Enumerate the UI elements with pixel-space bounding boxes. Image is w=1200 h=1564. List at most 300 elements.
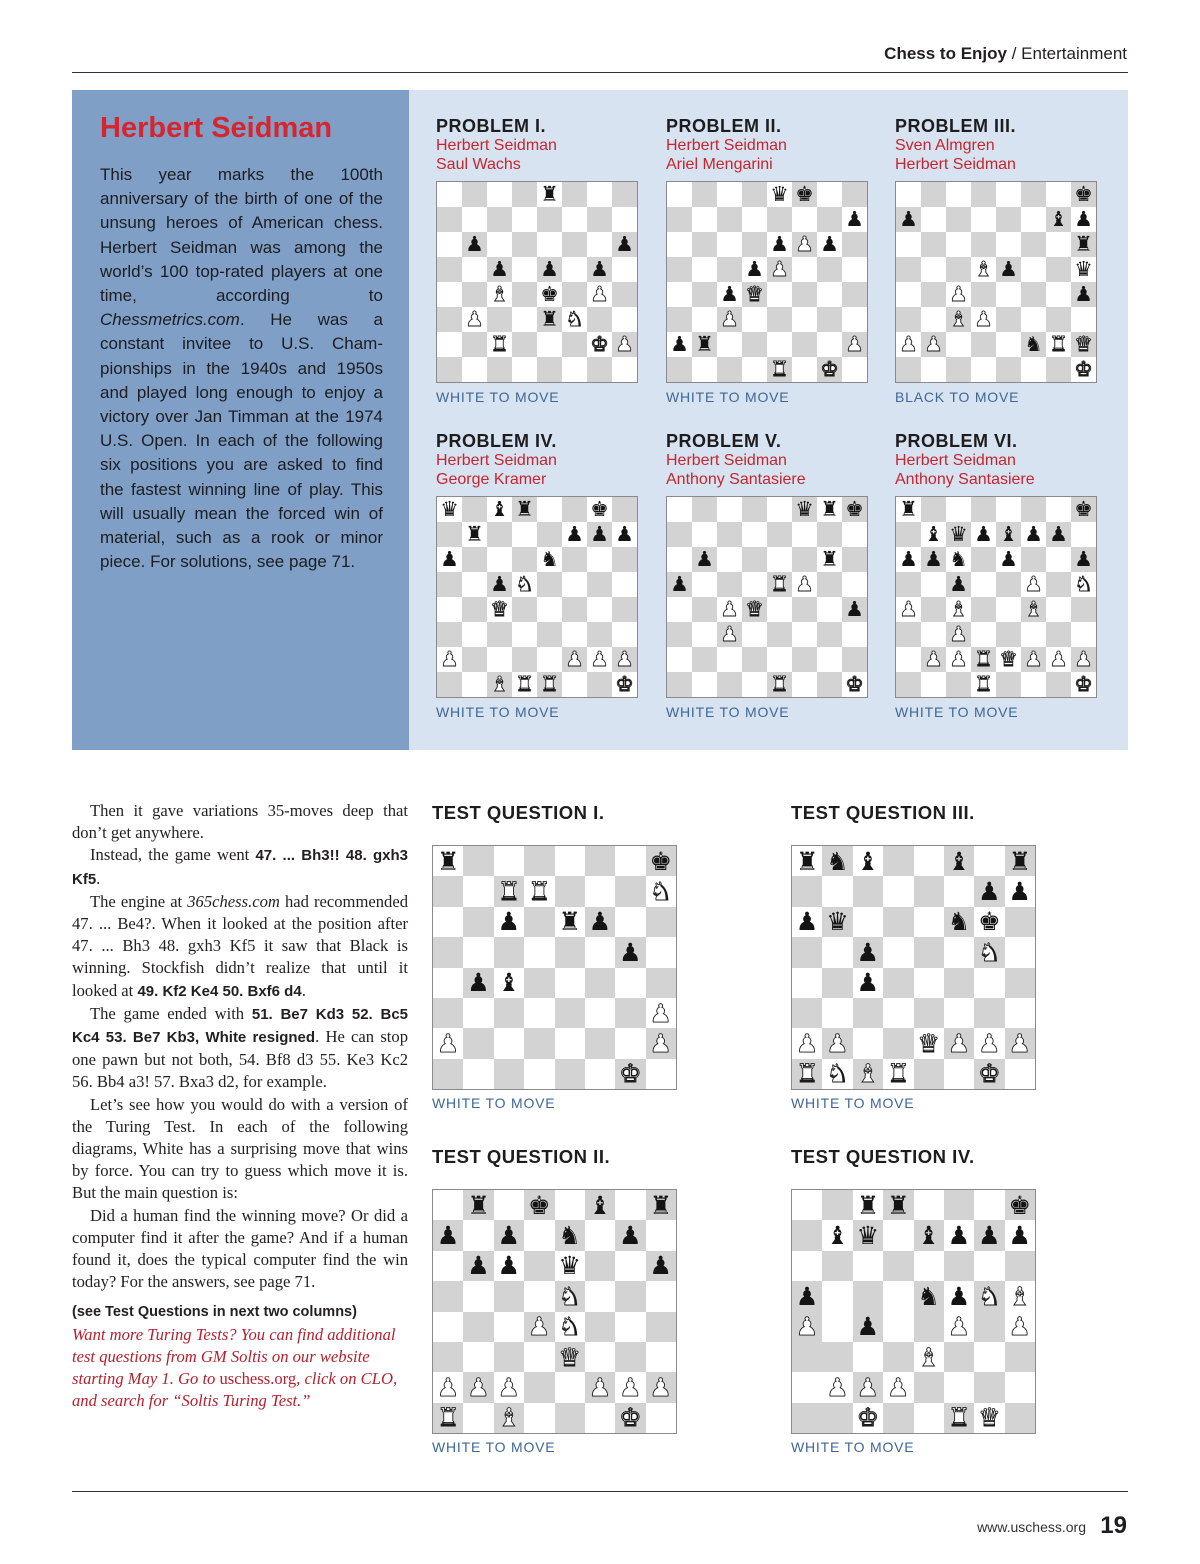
page-header [884, 44, 1127, 64]
board-square [792, 968, 822, 998]
problem-4 [436, 431, 638, 720]
board-square [767, 207, 792, 232]
board-square [896, 547, 921, 572]
board-square [462, 622, 487, 647]
board-square [1071, 497, 1096, 522]
board-square [792, 207, 817, 232]
board-square [512, 572, 537, 597]
board-square [883, 968, 913, 998]
board-square [1005, 1281, 1035, 1311]
board-square [817, 232, 842, 257]
board-square [667, 257, 692, 282]
board-square [996, 182, 1021, 207]
white-knight-icon: ♞ [1074, 572, 1093, 597]
promo-text [72, 1324, 408, 1413]
board-square [792, 846, 822, 876]
board-square [717, 522, 742, 547]
board-square [1046, 232, 1071, 257]
board-square [646, 876, 676, 906]
board-square [921, 257, 946, 282]
board-square [792, 998, 822, 1028]
board-square [817, 257, 842, 282]
problem-3 [895, 116, 1097, 405]
board-square [971, 572, 996, 597]
board-square [792, 257, 817, 282]
board-square [494, 907, 524, 937]
black-pawn-icon: ♟ [540, 257, 559, 282]
black-pawn-icon: ♟ [899, 207, 918, 232]
board-square [974, 1403, 1004, 1433]
board-square [792, 1059, 822, 1089]
board-square [562, 647, 587, 672]
board-square [524, 1220, 554, 1250]
problem-title: PROBLEM VI. [895, 431, 1018, 451]
board-square [896, 622, 921, 647]
board-square [585, 846, 615, 876]
white-bishop-icon: ♝ [490, 282, 509, 307]
test-questions-note: (see Test Questions in next two columns) [72, 1304, 357, 1321]
white-pawn-icon: ♟ [1024, 572, 1043, 597]
board-square [537, 182, 562, 207]
board-square [792, 672, 817, 697]
board-square [537, 522, 562, 547]
black-pawn-icon: ♟ [856, 968, 880, 998]
board-square [524, 968, 554, 998]
board-square [883, 1028, 913, 1058]
white-pawn-icon: ♟ [615, 647, 634, 672]
board-square [1021, 307, 1046, 332]
board-square [842, 182, 867, 207]
board-square [946, 647, 971, 672]
board-square [971, 207, 996, 232]
white-rook-icon: ♜ [540, 672, 559, 697]
white-king-icon: ♚ [1074, 672, 1093, 697]
board-square [996, 647, 1021, 672]
board-square [562, 207, 587, 232]
board-square [537, 232, 562, 257]
board-square [792, 1281, 822, 1311]
board-square [974, 968, 1004, 998]
board-square [512, 622, 537, 647]
white-rook-icon: ♜ [490, 332, 509, 357]
board-square [646, 1190, 676, 1220]
white-knight-icon: ♞ [978, 937, 1001, 967]
promo-link[interactable]: uschess.org [219, 1369, 297, 1389]
board-square [853, 1403, 883, 1433]
board-square [562, 182, 587, 207]
board-square [587, 307, 612, 332]
board-square [487, 282, 512, 307]
text: The engine at [90, 891, 188, 911]
side-to-move: WHITE TO MOVE [436, 704, 560, 720]
board-square [792, 1403, 822, 1433]
board-square [562, 332, 587, 357]
board-square [524, 937, 554, 967]
board-square [1005, 1251, 1035, 1281]
board-square [1005, 846, 1035, 876]
test-question-1 [432, 803, 677, 1111]
board-square [822, 1220, 852, 1250]
chess-board [666, 181, 868, 383]
white-queen-icon: ♛ [745, 597, 764, 622]
board-square [842, 522, 867, 547]
black-pawn-icon: ♟ [497, 907, 521, 937]
board-square [842, 207, 867, 232]
board-square [717, 282, 742, 307]
board-square [494, 1220, 524, 1250]
board-square [692, 547, 717, 572]
board-square [914, 1028, 944, 1058]
board-square [555, 1059, 585, 1089]
board-square [792, 572, 817, 597]
board-square [853, 968, 883, 998]
board-square [463, 1028, 493, 1058]
board-square [512, 257, 537, 282]
board-square [692, 622, 717, 647]
black-pawn-icon: ♟ [490, 257, 509, 282]
board-square [822, 1403, 852, 1433]
board-square [612, 182, 637, 207]
board-square [462, 357, 487, 382]
board-square [914, 1342, 944, 1372]
test-title: TEST QUESTION I. [432, 802, 605, 823]
white-pawn-icon: ♟ [1008, 1312, 1032, 1342]
board-square [692, 332, 717, 357]
white-knight-icon: ♞ [565, 307, 584, 332]
board-square [667, 497, 692, 522]
board-square [494, 1372, 524, 1402]
board-square [921, 622, 946, 647]
board-square [742, 522, 767, 547]
board-square [463, 968, 493, 998]
white-pawn-icon: ♟ [949, 622, 968, 647]
board-square [944, 937, 974, 967]
board-square [524, 1028, 554, 1058]
board-square [896, 357, 921, 382]
board-square [1046, 497, 1071, 522]
board-square [996, 282, 1021, 307]
board-square [822, 907, 852, 937]
board-square [524, 876, 554, 906]
board-square [462, 207, 487, 232]
board-square [883, 1190, 913, 1220]
board-square [974, 1251, 1004, 1281]
black-rook-icon: ♜ [436, 846, 460, 876]
board-square [612, 597, 637, 622]
white-pawn-icon: ♟ [720, 597, 739, 622]
black-king-icon: ♚ [649, 846, 673, 876]
board-square [742, 207, 767, 232]
board-square [767, 497, 792, 522]
white-queen-icon: ♛ [558, 1342, 581, 1372]
board-square [585, 1059, 615, 1089]
side-to-move: WHITE TO MOVE [436, 389, 560, 405]
header-section: Chess to Enjoy [884, 44, 1007, 63]
board-square [717, 307, 742, 332]
board-square [437, 282, 462, 307]
board-square [883, 1281, 913, 1311]
board-square [612, 232, 637, 257]
board-square [555, 1342, 585, 1372]
white-knight-icon: ♞ [558, 1312, 581, 1342]
board-square [555, 1312, 585, 1342]
board-square [692, 497, 717, 522]
board-square [587, 597, 612, 622]
board-square [585, 1403, 615, 1433]
board-square [842, 672, 867, 697]
move-notation: 47. ... Bh3!! 48. gxh3 Kf5 [72, 847, 408, 888]
black-king-icon: ♚ [528, 1190, 551, 1220]
board-square [555, 1403, 585, 1433]
chess-board [666, 496, 868, 698]
board-square [914, 1403, 944, 1433]
white-pawn-icon: ♟ [826, 1028, 849, 1058]
article-paragraph: Then it gave variations 35-moves deep that don’t get anywhere. [72, 801, 408, 843]
board-square [822, 1372, 852, 1402]
board-square [817, 647, 842, 672]
board-square [667, 572, 692, 597]
white-pawn-icon: ♟ [974, 307, 993, 332]
board-square [817, 282, 842, 307]
black-rook-icon: ♜ [467, 1190, 490, 1220]
white-rook-icon: ♜ [436, 1403, 460, 1433]
board-square [433, 937, 463, 967]
black-knight-icon: ♞ [917, 1281, 940, 1311]
board-square [1046, 207, 1071, 232]
board-square [853, 1342, 883, 1372]
board-square [487, 597, 512, 622]
white-player: Herbert Seidman [436, 137, 557, 154]
board-square [996, 307, 1021, 332]
board-square [974, 1059, 1004, 1089]
board-square [921, 232, 946, 257]
board-square [667, 522, 692, 547]
board-square [1071, 207, 1096, 232]
board-square [1071, 257, 1096, 282]
black-pawn-icon: ♟ [974, 522, 993, 547]
board-square [742, 182, 767, 207]
black-king-icon: ♚ [590, 497, 609, 522]
intro-box [72, 90, 409, 750]
board-square [462, 672, 487, 697]
white-pawn-icon: ♟ [947, 1312, 971, 1342]
bottom-rule [72, 1491, 1128, 1492]
black-queen-icon: ♛ [770, 182, 789, 207]
board-square [433, 1059, 463, 1089]
board-square [585, 907, 615, 937]
white-king-icon: ♚ [845, 672, 864, 697]
black-pawn-icon: ♟ [924, 547, 943, 572]
article-paragraph: Let’s see how you would do with a version of the Turing Test. In each of the following diagrams, White has a surprising move that wins by force. You can try to guess which move it is. But the main question is: [72, 1094, 408, 1203]
white-queen-icon: ♛ [745, 282, 764, 307]
board-square [615, 1251, 645, 1281]
board-square [555, 876, 585, 906]
white-pawn-icon: ♟ [467, 1372, 490, 1402]
board-square [537, 357, 562, 382]
board-square [487, 497, 512, 522]
black-rook-icon: ♜ [465, 522, 484, 547]
board-square [555, 1220, 585, 1250]
white-player: Herbert Seidman [666, 137, 787, 154]
board-square [537, 207, 562, 232]
board-square [612, 282, 637, 307]
board-square [946, 572, 971, 597]
board-square [996, 522, 1021, 547]
board-square [433, 1220, 463, 1250]
board-square [971, 647, 996, 672]
text: . He can stop one pawn but not both, 54. Bf8 d3 55. Ke3 Kc2 56. Bb4 a3! 57. Bxa3 d2, for example. [72, 1027, 408, 1092]
board-square [853, 876, 883, 906]
black-pawn-icon: ♟ [1008, 1221, 1032, 1250]
problem-title: PROBLEM IV. [436, 431, 557, 451]
board-square [822, 998, 852, 1028]
test-title: TEST QUESTION IV. [791, 1146, 975, 1167]
board-square [1046, 307, 1071, 332]
board-square [767, 282, 792, 307]
board-square [667, 622, 692, 647]
black-rook-icon: ♜ [540, 307, 559, 332]
board-square [562, 257, 587, 282]
board-square [822, 1059, 852, 1089]
board-square [463, 1251, 493, 1281]
white-pawn-icon: ♟ [720, 622, 739, 647]
board-square [462, 282, 487, 307]
board-square [742, 647, 767, 672]
board-square [433, 998, 463, 1028]
board-square [921, 332, 946, 357]
board-square [437, 547, 462, 572]
board-square [463, 846, 493, 876]
board-square [692, 257, 717, 282]
board-square [944, 1028, 974, 1058]
board-square [946, 232, 971, 257]
board-square [433, 846, 463, 876]
black-rook-icon: ♜ [820, 547, 839, 572]
board-square [1021, 207, 1046, 232]
white-pawn-icon: ♟ [465, 307, 484, 332]
black-player: Ariel Mengarini [666, 156, 773, 173]
header-separator: / [1006, 44, 1022, 63]
board-square [1021, 522, 1046, 547]
board-square [433, 907, 463, 937]
board-square [555, 1281, 585, 1311]
board-square [717, 182, 742, 207]
board-square [842, 547, 867, 572]
black-queen-icon: ♛ [795, 497, 814, 522]
board-square [853, 1251, 883, 1281]
board-square [1005, 1312, 1035, 1342]
black-king-icon: ♚ [795, 182, 814, 207]
board-square [612, 257, 637, 282]
black-bishop-icon: ♝ [490, 497, 509, 522]
white-pawn-icon: ♟ [649, 1372, 673, 1402]
board-square [842, 332, 867, 357]
board-square [1021, 672, 1046, 697]
black-king-icon: ♚ [1074, 497, 1093, 522]
board-square [587, 547, 612, 572]
board-square [463, 876, 493, 906]
board-square [896, 182, 921, 207]
board-square [996, 332, 1021, 357]
board-square [1071, 597, 1096, 622]
board-square [512, 547, 537, 572]
board-square [996, 547, 1021, 572]
board-square [512, 522, 537, 547]
board-square [974, 937, 1004, 967]
board-square [615, 1403, 645, 1433]
board-square [896, 647, 921, 672]
black-knight-icon: ♞ [947, 907, 971, 937]
board-square [1071, 332, 1096, 357]
board-square [792, 232, 817, 257]
board-square [817, 332, 842, 357]
board-square [437, 307, 462, 332]
board-square [792, 1372, 822, 1402]
black-pawn-icon: ♟ [436, 1221, 460, 1250]
board-square [646, 1312, 676, 1342]
board-square [1005, 1342, 1035, 1372]
white-knight-icon: ♞ [515, 572, 534, 597]
white-pawn-icon: ♟ [1008, 1028, 1032, 1058]
board-square [1046, 182, 1071, 207]
white-rook-icon: ♜ [497, 877, 521, 906]
board-square [792, 647, 817, 672]
board-square [585, 1372, 615, 1402]
black-pawn-icon: ♟ [845, 597, 864, 622]
board-square [692, 672, 717, 697]
board-square [487, 572, 512, 597]
board-square [524, 1281, 554, 1311]
board-square [971, 672, 996, 697]
board-square [692, 307, 717, 332]
board-square [494, 968, 524, 998]
board-square [717, 497, 742, 522]
board-square [587, 207, 612, 232]
board-square [792, 597, 817, 622]
white-knight-icon: ♞ [826, 1059, 849, 1089]
white-bishop-icon: ♝ [917, 1342, 940, 1372]
side-to-move: WHITE TO MOVE [666, 704, 790, 720]
board-square [462, 497, 487, 522]
board-square [971, 622, 996, 647]
white-pawn-icon: ♟ [949, 282, 968, 307]
board-square [615, 1059, 645, 1089]
white-rook-icon: ♜ [887, 1059, 910, 1089]
board-square [742, 597, 767, 622]
board-square [914, 937, 944, 967]
board-square [1071, 182, 1096, 207]
board-square [555, 907, 585, 937]
black-pawn-icon: ♟ [590, 257, 609, 282]
problem-title: PROBLEM I. [436, 116, 547, 136]
board-square [742, 497, 767, 522]
side-to-move: WHITE TO MOVE [895, 704, 1019, 720]
board-square [883, 1372, 913, 1402]
board-square [822, 937, 852, 967]
black-bishop-icon: ♝ [947, 846, 971, 876]
board-square [896, 207, 921, 232]
board-square [842, 257, 867, 282]
board-square [883, 1403, 913, 1433]
board-square [585, 968, 615, 998]
board-square [524, 846, 554, 876]
white-pawn-icon: ♟ [590, 647, 609, 672]
problem-title: PROBLEM II. [666, 116, 782, 136]
black-pawn-icon: ♟ [1074, 207, 1093, 232]
board-square [717, 257, 742, 282]
board-square [692, 572, 717, 597]
move-notation: 51. Be7 Kd3 52. Bc5 Kc4 53. Be7 Kb3, White resigned [72, 1005, 409, 1047]
